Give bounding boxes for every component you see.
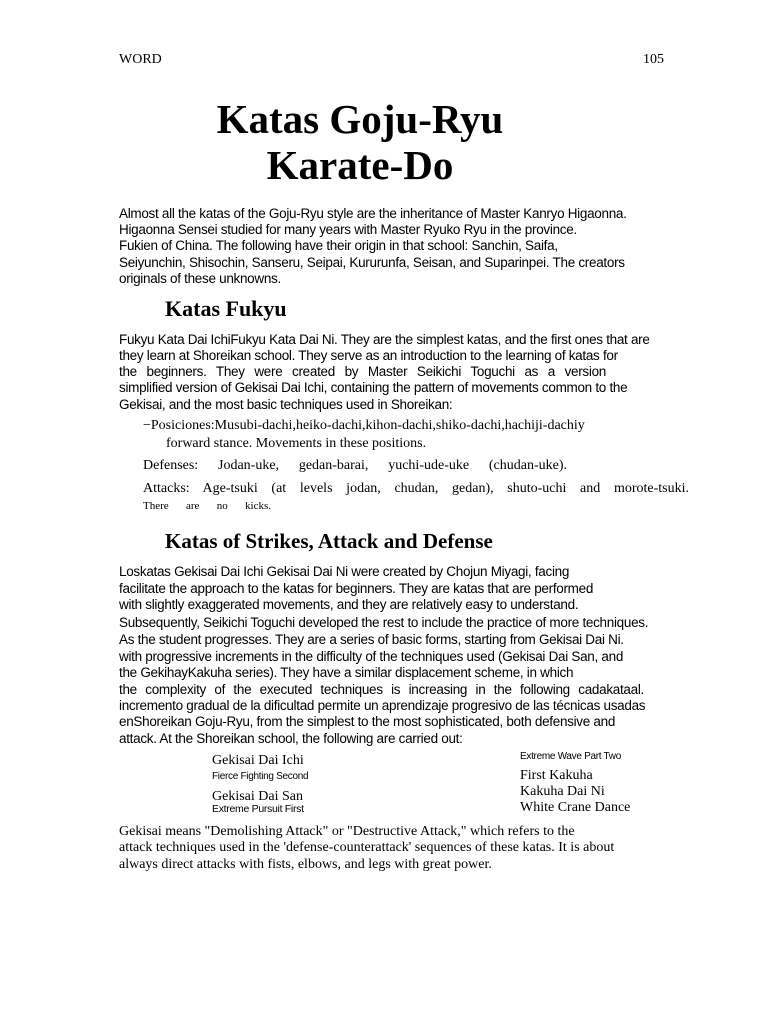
body-line: the beginners. They were created by Master Seikichi Toguchi as a version	[119, 364, 606, 379]
intro-line: Almost all the katas of the Goju-Ryu style are the inheritance of Master Kanryo Higaonna.	[119, 206, 627, 221]
body-line: enShoreikan Goju-Ryu, from the simplest to the most sophisticated, both defensive and	[119, 714, 616, 729]
intro-line: originals of these unknowns.	[119, 271, 281, 286]
attacks-line: Attacks: Age-tsuki (at levels jodan, chudan, gedan), shuto-uchi and morote-tsuki.	[143, 481, 689, 496]
page-header-left: WORD	[119, 52, 162, 67]
body-line: they learn at Shoreikan school. They serve as an introduction to the learning of katas for	[119, 348, 618, 363]
page-number: 105	[643, 52, 664, 67]
body-line: Fukyu Kata Dai IchiFukyu Kata Dai Ni. They are the simplest katas, and the first ones that are	[119, 332, 650, 347]
defenses-line: Defenses: Jodan-uke, gedan-barai, yuchi-ude-uke (chudan-uke).	[143, 458, 567, 473]
body-line: with progressive increments in the difficulty of the techniques used (Gekisai Dai San, and	[119, 649, 624, 664]
kata-list-item: First Kakuha	[520, 768, 593, 783]
body-line: Gekisai, and the most basic techniques used in Shoreikan:	[119, 397, 453, 412]
intro-line: Fukien of China. The following have their origin in that school: Sanchin, Saifa,	[119, 238, 558, 253]
kata-list-item: Extreme Wave Part Two	[520, 751, 621, 762]
section-heading-fukyu: Katas Fukyu	[165, 296, 287, 321]
kata-list-item: Extreme Pursuit First	[212, 803, 304, 815]
kata-list-item: Kakuha Dai Ni	[520, 784, 605, 799]
closing-line: always direct attacks with fists, elbows, and legs with great power.	[119, 857, 492, 872]
body-line: As the student progresses. They are a series of basic forms, starting from Gekisai Dai Ni.	[119, 632, 624, 647]
intro-line: Seiyunchin, Shisochin, Sanseru, Seipai, Kururunfa, Seisan, and Suparinpei. The creators	[119, 255, 625, 270]
body-line: facilitate the approach to the katas for beginners. They are katas that are performed	[119, 581, 594, 596]
intro-line: Higaonna Sensei studied for many years with Master Ryuko Ryu in the province.	[119, 222, 577, 237]
body-line: simplified version of Gekisai Dai Ichi, containing the pattern of movements common to the	[119, 380, 628, 395]
closing-line: attack techniques used in the 'defense-counterattack' sequences of these katas. It is about	[119, 840, 615, 855]
body-line: incremento gradual de la dificultad permite un aprendizaje progresivo de las técnicas usadas	[119, 698, 646, 713]
body-line: Subsequently, Seikichi Toguchi developed the rest to include the practice of more techniques.	[119, 615, 649, 630]
body-line: with slightly exaggerated movements, and they are relatively easy to understand.	[119, 597, 579, 612]
kata-list-item: Gekisai Dai Ichi	[212, 753, 304, 768]
positions-line-1: −Posiciones:Musubi-dachi,heiko-dachi,kihon-dachi,shiko-dachi,hachiji-dachiy	[143, 418, 585, 433]
body-line: the GekihayKakuha series). They have a similar displacement scheme, in which	[119, 665, 574, 680]
body-line: attack. At the Shoreikan school, the following are carried out:	[119, 731, 463, 746]
closing-line: Gekisai means "Demolishing Attack" or "Destructive Attack," which refers to the	[119, 824, 575, 839]
kata-list-item: Gekisai Dai San	[212, 789, 303, 804]
positions-line-2: forward stance. Movements in these positions.	[166, 436, 427, 451]
section-heading-strikes: Katas of Strikes, Attack and Defense	[165, 529, 493, 553]
body-line: the complexity of the executed techniques is increasing in the following cadakataal.	[119, 682, 644, 697]
title-line-1: Katas Goju-Ryu	[216, 96, 504, 142]
kicks-line: There are no kicks.	[143, 500, 271, 512]
page-title	[150, 96, 570, 188]
title-line-2: Karate-Do	[266, 142, 454, 188]
kata-list-item: White Crane Dance	[520, 800, 631, 815]
body-line: Loskatas Gekisai Dai Ichi Gekisai Dai Ni were created by Chojun Miyagi, facing	[119, 564, 570, 579]
kata-list-item: Fierce Fighting Second	[212, 771, 309, 782]
